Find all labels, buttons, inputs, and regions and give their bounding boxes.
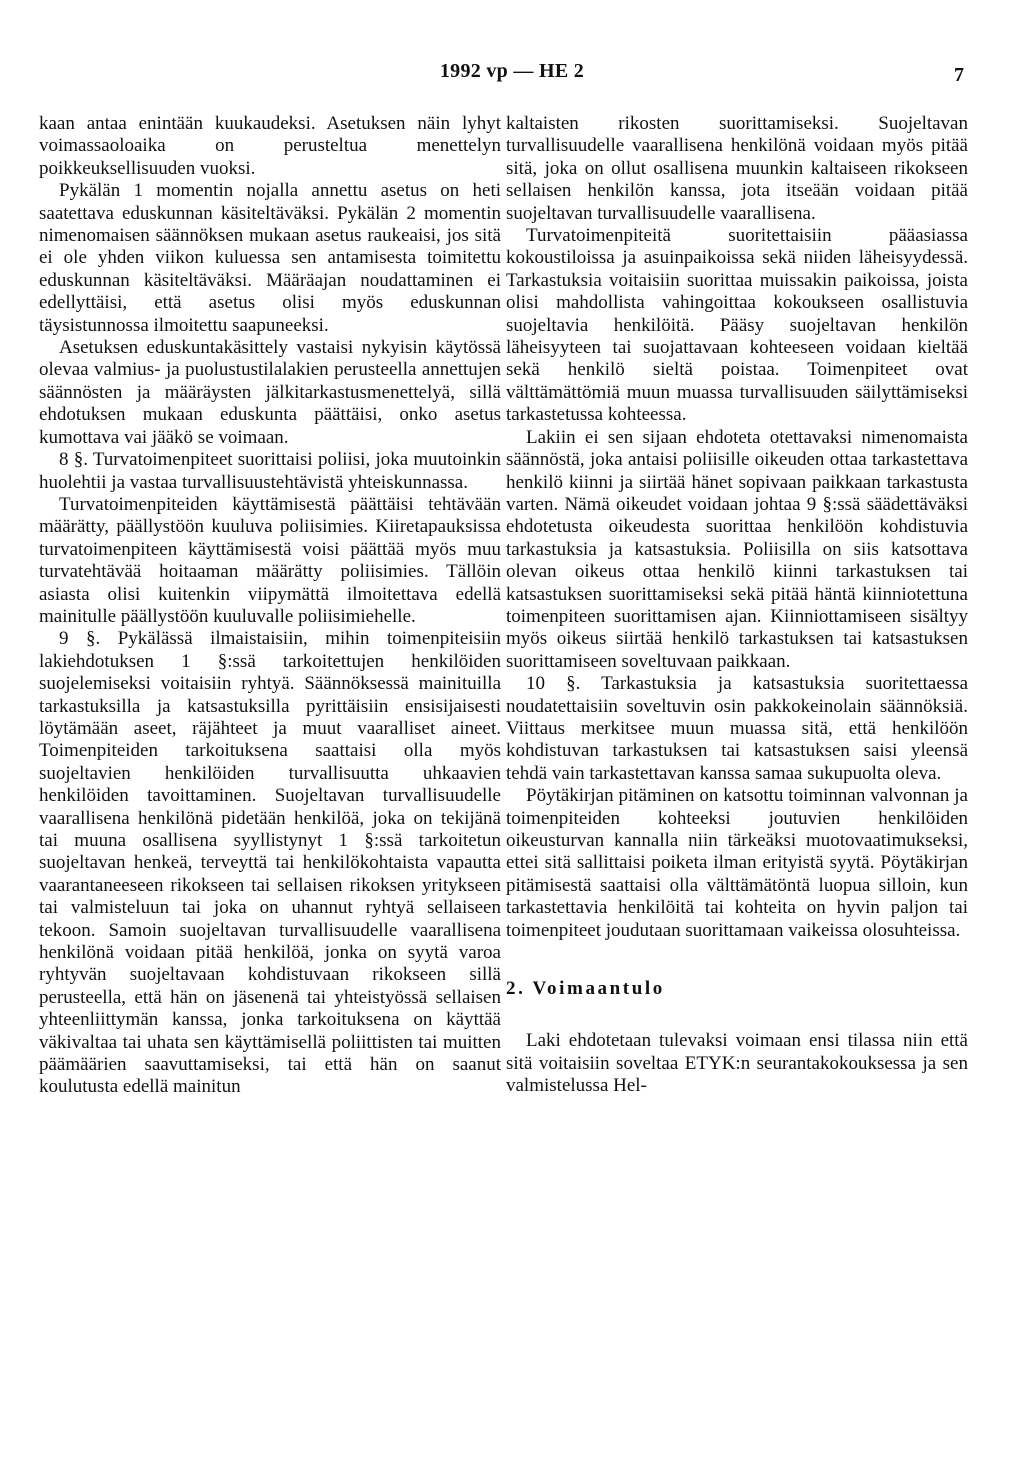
page-number: 7 xyxy=(954,64,964,86)
paragraph: Lakiin ei sen sijaan ehdoteta otettavaksi nimenomaista säännöstä, joka antaisi poliisille oikeuden ottaa tarkastettava henkilö kiinni ja siirtää hänet sopivaan paikkaan tarkastusta varten. Nämä oikeudet voidaan johtaa 9 §:ssä säädettäväksi ehdotetusta oikeudesta suorittaa henkilöön kohdistuvia tarkastuksia ja katsastuksia. Poliisilla on siis katsottava olevan oikeus ottaa henkilö kiinni tarkastuksen tai katsastuksen suorittamiseksi sekä pitää häntä kiinniotettuna toimenpiteen suorittamisen ajan. Kiinniottamiseen sisältyy myös oikeus siirtää henkilö tarkastuksen tai katsastuksen suorittamiseen soveltuvaan paikkaan. xyxy=(506,426,968,672)
paragraph-continued: kaltaisten rikosten suorittamiseksi. Suojeltavan turvallisuudelle vaarallisena henkilönä voidaan myös pitää sitä, joka on ollut osallisena muunkin kaltaiseen rikokseen sellaisen henkilön kanssa, jota itseään voidaan pitää suojeltavan turvallisuudelle vaarallisena. xyxy=(506,113,968,224)
section-heading: 2. Voimaantulo xyxy=(506,978,665,1000)
paragraph-section-8: 8 §. Turvatoimenpiteet suorittaisi poliisi, joka muutoinkin huolehtii ja vastaa turvallisuustehtävistä yhteiskunnassa. xyxy=(39,449,501,493)
paragraph: Pöytäkirjan pitäminen on katsottu toiminnan valvonnan ja toimenpiteiden kohteeksi joutuvien henkilöiden oikeusturvan kannalla niin tärkeäksi muotovaatimukseksi, ettei sitä sallittaisi poiketa ilman erityistä syytä. Pöytäkirjan pitämisestä saattaisi olla välttämätöntä luopua silloin, kun tarkastettavia henkilöitä tai kohteita on hyvin paljon tai toimenpiteet joudutaan suorittamaan vaikeissa olosuhteissa. xyxy=(506,785,968,941)
paragraph: Turvatoimenpiteiden käyttämisestä päättäisi tehtävään määrätty, päällystöön kuuluva poliisimies. Kiiretapauksissa turvatoimenpiteen käyttämisestä voisi päättää myös muu turvatehtävää hoitaaman määrätty poliisimies. Tällöin asiasta olisi kuitenkin viipymättä ilmoitettava edellä mainitulle päällystöön kuuluvalle poliisimiehelle. xyxy=(39,493,501,627)
paragraph: Laki ehdotetaan tulevaksi voimaan ensi tilassa niin että sitä voitaisiin soveltaa ETYK:n seurantakokouksessa ja sen valmistelussa Hel- xyxy=(506,1030,968,1097)
paragraph: Pykälän 1 momentin nojalla annettu asetus on heti saatettava eduskunnan käsiteltäväksi. Pykälän 2 momentin nimenomaisen säännöksen mukaan asetus raukeaisi, jos sitä ei ole yhden viikon kuluessa sen antamisesta toimitettu eduskunnan käsiteltäväksi. Määräajan noudattaminen ei edellyttäisi, että asetus olisi myös eduskunnan täysistunnossa ilmoitettu saapuneeksi. xyxy=(39,180,501,336)
paragraph-continued: kaan antaa enintään kuukaudeksi. Asetuksen näin lyhyt voimassaoloaika on perusteltua menettelyn poikkeuksellisuuden vuoksi. xyxy=(39,113,501,179)
left-column xyxy=(39,113,501,1099)
page-header-title: 1992 vp — HE 2 xyxy=(439,60,585,82)
paragraph: Asetuksen eduskuntakäsittely vastaisi nykyisin käytössä olevaa valmius- ja puolustustilalakien perusteella annettujen säännösten ja määräysten jälkitarkastusmenettelyä, sillä ehdotuksen mukaan eduskunta päättäisi, onko asetus kumottava vai jääkö se voimaan. xyxy=(39,337,501,448)
paragraph-section-9: 9 §. Pykälässä ilmaistaisiin, mihin toimenpiteisiin lakiehdotuksen 1 §:ssä tarkoitettujen henkilöiden suojelemiseksi voitaisiin ryhtyä. Säännöksessä mainituilla tarkastuksilla ja katsastuksilla pyrittäisiin ensisijaisesti löytämään aseet, räjähteet ja muut vaaralliset aineet. Toimenpiteiden tarkoituksena saattaisi olla myös suojeltavien henkilöiden turvallisuutta uhkaavien henkilöiden tavoittaminen. Suojeltavan turvallisuudelle vaarallisena henkilönä pidetään henkilöä, joka on tekijänä tai muuna osallisena syyllistynyt 1 §:ssä tarkoitetun suojeltavan henkeä, terveyttä tai henkilökohtaista vapautta vaarantaneeseen rikokseen tai sellaisen rikoksen yritykseen tai valmisteluun tai joka on uhannut ryhtyä sellaiseen tekoon. Samoin suojeltavan turvallisuudelle vaarallisena henkilönä voidaan pitää henkilöä, jonka on syytä varoa ryhtyvän suojeltavaan kohdistuvaan rikokseen sillä perusteella, että hän on jäsenenä tai yhteistyössä sellaisen yhteenliittymän kanssa, jonka tarkoituksena on käyttää väkivaltaa tai uhata sen käyttämisellä poliittisten tai muitten päämäärien saavuttamiseksi, tai että hän on saanut koulutusta edellä mainitun xyxy=(39,628,501,1098)
right-column xyxy=(506,113,968,1098)
paragraph-section-10: 10 §. Tarkastuksia ja katsastuksia suoritettaessa noudatettaisiin soveltuvin osin pakkokeinolain säännöksiä. Viittaus merkitsee muun muassa sitä, että henkilöön kohdistuvan tarkastuksen tai katsastuksen saisi yleensä tehdä vain tarkastettavan kanssa samaa sukupuolta oleva. xyxy=(506,673,968,784)
paragraph: Turvatoimenpiteitä suoritettaisiin pääasiassa kokoustiloissa ja asuinpaikoissa sekä niiden läheisyydessä. Tarkastuksia voitaisiin suorittaa muissakin paikoissa, joista olisi mahdollista vahingoittaa kokoukseen osallistuvia suojeltavia henkilöitä. Pääsy suojeltavan henkilön läheisyyteen tai suojattavaan kohteeseen voidaan kieltää sekä henkilö sieltä poistaa. Toimenpiteet ovat välttämättömiä muun muassa turvallisuuden säilyttämiseksi tarkastetussa kohteessa. xyxy=(506,225,968,426)
